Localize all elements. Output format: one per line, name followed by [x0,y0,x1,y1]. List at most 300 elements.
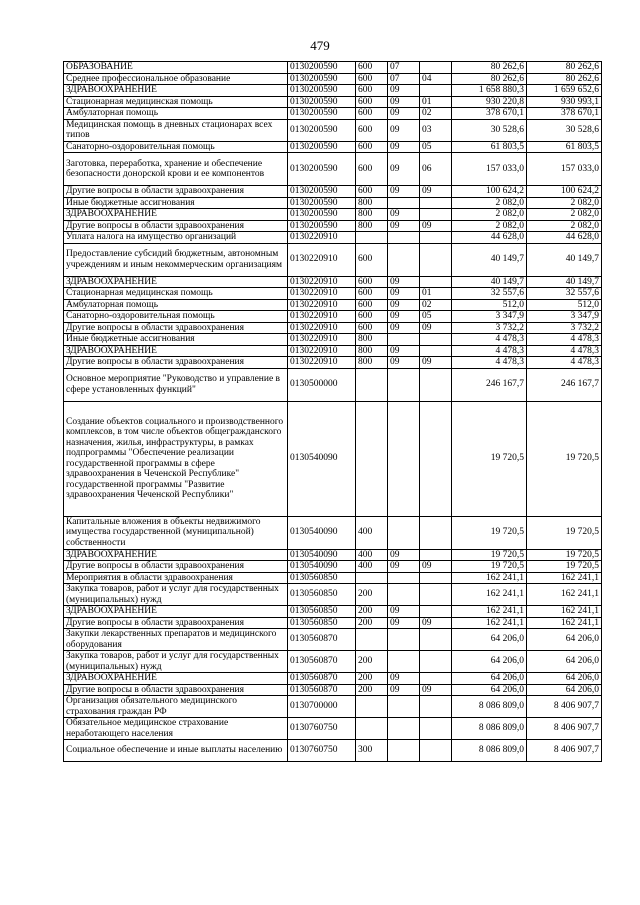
row-amount-year1: 40 149,7 [452,276,527,288]
row-section [388,401,420,516]
row-code: 0130560850 [288,584,356,606]
row-expense-type: 600 [356,322,388,334]
row-subsection [420,606,452,618]
row-name: ЗДРАВООХРАНЕНИЕ [64,549,288,561]
table-row [64,368,602,401]
row-section: 09 [388,220,420,232]
row-section: 09 [388,299,420,311]
row-expense-type: 600 [356,311,388,323]
row-expense-type: 800 [356,220,388,232]
row-code: 0130700000 [288,696,356,718]
row-code: 0130200590 [288,197,356,209]
row-name: ЗДРАВООХРАНЕНИЕ [64,209,288,221]
table-row [64,153,602,186]
row-name: Организация обязательного медицинского страхования граждан РФ [64,696,288,718]
row-expense-type: 400 [356,549,388,561]
table-row [64,288,602,300]
row-subsection [420,401,452,516]
row-subsection [420,232,452,244]
row-expense-type [356,572,388,584]
table-row [64,357,602,369]
row-code: 0130540090 [288,516,356,549]
row-amount-year2: 157 033,0 [527,153,602,186]
row-amount-year2: 61 803,5 [527,141,602,153]
row-section [388,584,420,606]
row-expense-type: 200 [356,651,388,673]
row-amount-year1: 3 347,9 [452,311,527,323]
row-expense-type: 800 [356,197,388,209]
row-name: Создание объектов социального и производственного комплексов, в том числе объектов общегражданского назначения, жилья, инфраструктуры, в рамках подпрограммы "Обеспечение реализации государственной программы в сфере здравоохранения в Чеченской Республике" государственной программы "Развитие здравоохранения Чеченской Республики" [64,401,288,516]
table-row [64,197,602,209]
row-amount-year1: 80 262,6 [452,62,527,74]
row-amount-year2: 44 628,0 [527,232,602,244]
row-amount-year1: 162 241,1 [452,584,527,606]
row-code: 0130200590 [288,220,356,232]
row-code: 0130540090 [288,401,356,516]
row-code: 0130220910 [288,345,356,357]
row-code: 0130200590 [288,85,356,97]
row-subsection [420,243,452,276]
row-amount-year2: 80 262,6 [527,73,602,85]
row-expense-type [356,232,388,244]
row-amount-year1: 19 720,5 [452,561,527,573]
row-amount-year1: 19 720,5 [452,516,527,549]
row-code: 0130560850 [288,606,356,618]
row-amount-year1: 64 206,0 [452,651,527,673]
row-code: 0130200590 [288,153,356,186]
row-subsection: 09 [420,684,452,696]
row-subsection: 03 [420,119,452,141]
row-amount-year2: 2 082,0 [527,209,602,221]
row-section: 09 [388,108,420,120]
row-amount-year1: 8 086 809,0 [452,718,527,740]
table-row [64,401,602,516]
row-subsection [420,209,452,221]
row-amount-year1: 4 478,3 [452,334,527,346]
row-amount-year1: 930 220,8 [452,96,527,108]
row-amount-year1: 1 658 880,3 [452,85,527,97]
row-amount-year1: 64 206,0 [452,684,527,696]
row-name: ЗДРАВООХРАНЕНИЕ [64,85,288,97]
row-name: ЗДРАВООХРАНЕНИЕ [64,673,288,685]
row-subsection [420,85,452,97]
row-amount-year2: 19 720,5 [527,401,602,516]
row-expense-type: 200 [356,606,388,618]
row-section: 09 [388,311,420,323]
row-expense-type: 200 [356,617,388,629]
row-section: 09 [388,276,420,288]
table-row [64,345,602,357]
row-amount-year1: 378 670,1 [452,108,527,120]
row-expense-type: 800 [356,334,388,346]
row-code: 0130200590 [288,62,356,74]
row-amount-year1: 100 624,2 [452,186,527,198]
row-subsection [420,740,452,762]
row-section [388,197,420,209]
row-amount-year2: 4 478,3 [527,334,602,346]
row-name: Санаторно-оздоровительная помощь [64,141,288,153]
row-name: Стационарная медицинская помощь [64,288,288,300]
row-section: 09 [388,96,420,108]
row-amount-year1: 19 720,5 [452,549,527,561]
row-amount-year2: 32 557,6 [527,288,602,300]
table-row [64,334,602,346]
row-code: 0130560850 [288,572,356,584]
table-row [64,673,602,685]
row-subsection: 09 [420,186,452,198]
row-amount-year1: 162 241,1 [452,617,527,629]
row-expense-type [356,696,388,718]
row-code: 0130220910 [288,232,356,244]
row-name: Социальное обеспечение и иные выплаты населению [64,740,288,762]
table-row [64,311,602,323]
row-expense-type: 800 [356,357,388,369]
row-name: Стационарная медицинская помощь [64,96,288,108]
row-section: 09 [388,561,420,573]
row-amount-year1: 44 628,0 [452,232,527,244]
row-code: 0130540090 [288,549,356,561]
row-subsection: 01 [420,96,452,108]
row-subsection [420,334,452,346]
row-name: Закупка товаров, работ и услуг для государственных (муниципальных) нужд [64,651,288,673]
row-subsection: 09 [420,561,452,573]
row-section [388,232,420,244]
row-expense-type [356,629,388,651]
row-amount-year1: 40 149,7 [452,243,527,276]
row-subsection [420,549,452,561]
row-amount-year2: 8 406 907,7 [527,696,602,718]
row-name: Основное мероприятие "Руководство и управление в сфере установленных функций" [64,368,288,401]
row-section: 09 [388,141,420,153]
row-amount-year1: 32 557,6 [452,288,527,300]
row-subsection [420,651,452,673]
row-subsection [420,572,452,584]
row-section: 09 [388,322,420,334]
row-code: 0130220910 [288,334,356,346]
row-code: 0130220910 [288,243,356,276]
row-amount-year2: 246 167,7 [527,368,602,401]
table-row [64,232,602,244]
table-row [64,119,602,141]
row-section: 09 [388,684,420,696]
row-section: 09 [388,119,420,141]
row-code: 0130200590 [288,96,356,108]
row-amount-year1: 30 528,6 [452,119,527,141]
row-amount-year2: 64 206,0 [527,651,602,673]
row-expense-type [356,718,388,740]
table-row [64,220,602,232]
row-amount-year1: 2 082,0 [452,220,527,232]
row-subsection [420,345,452,357]
row-name: Другие вопросы в области здравоохранения [64,186,288,198]
row-name: Иные бюджетные ассигнования [64,197,288,209]
row-name: Уплата налога на имущество организаций [64,232,288,244]
row-name: ЗДРАВООХРАНЕНИЕ [64,276,288,288]
row-code: 0130560850 [288,617,356,629]
row-name: Капитальные вложения в объекты недвижимого имущества государственной (муниципальной) собственности [64,516,288,549]
row-amount-year2: 8 406 907,7 [527,740,602,762]
row-amount-year2: 930 993,1 [527,96,602,108]
table-row [64,740,602,762]
row-amount-year2: 378 670,1 [527,108,602,120]
row-expense-type: 600 [356,62,388,74]
row-section: 09 [388,85,420,97]
row-subsection [420,584,452,606]
row-subsection [420,197,452,209]
row-amount-year1: 246 167,7 [452,368,527,401]
row-subsection: 09 [420,322,452,334]
row-amount-year2: 512,0 [527,299,602,311]
row-name: Другие вопросы в области здравоохранения [64,322,288,334]
table-row [64,561,602,573]
table-row [64,718,602,740]
row-section: 09 [388,606,420,618]
row-code: 0130200590 [288,73,356,85]
row-subsection: 02 [420,299,452,311]
row-expense-type [356,401,388,516]
row-expense-type: 600 [356,108,388,120]
row-expense-type: 600 [356,288,388,300]
row-amount-year2: 4 478,3 [527,345,602,357]
row-section: 09 [388,288,420,300]
row-expense-type: 600 [356,141,388,153]
row-expense-type: 600 [356,96,388,108]
row-expense-type: 600 [356,73,388,85]
row-expense-type: 600 [356,153,388,186]
row-name: Заготовка, переработка, хранение и обеспечение безопасности донорской крови и ее компонентов [64,153,288,186]
row-section: 09 [388,549,420,561]
row-code: 0130760750 [288,740,356,762]
row-amount-year1: 512,0 [452,299,527,311]
row-name: Другие вопросы в области здравоохранения [64,617,288,629]
row-amount-year2: 2 082,0 [527,220,602,232]
table-row [64,96,602,108]
row-expense-type: 200 [356,584,388,606]
row-expense-type: 800 [356,345,388,357]
row-expense-type: 600 [356,276,388,288]
row-amount-year2: 80 262,6 [527,62,602,74]
row-subsection: 01 [420,288,452,300]
row-amount-year1: 4 478,3 [452,357,527,369]
row-amount-year1: 3 732,2 [452,322,527,334]
row-amount-year2: 19 720,5 [527,561,602,573]
row-code: 0130200590 [288,141,356,153]
row-amount-year2: 162 241,1 [527,584,602,606]
table-row [64,299,602,311]
table-row [64,629,602,651]
row-amount-year2: 162 241,1 [527,572,602,584]
row-section [388,243,420,276]
row-amount-year2: 162 241,1 [527,606,602,618]
row-name: ЗДРАВООХРАНЕНИЕ [64,345,288,357]
row-amount-year1: 80 262,6 [452,73,527,85]
row-code: 0130220910 [288,357,356,369]
row-name: Закупки лекарственных препаратов и медицинского оборудования [64,629,288,651]
row-name: Закупка товаров, работ и услуг для государственных (муниципальных) нужд [64,584,288,606]
table-row [64,108,602,120]
row-subsection: 05 [420,311,452,323]
row-name: Другие вопросы в области здравоохранения [64,357,288,369]
row-name: Амбулаторная помощь [64,299,288,311]
row-amount-year2: 162 241,1 [527,617,602,629]
row-code: 0130220910 [288,322,356,334]
row-code: 0130540090 [288,561,356,573]
row-section: 09 [388,209,420,221]
row-subsection: 09 [420,220,452,232]
row-amount-year2: 2 082,0 [527,197,602,209]
row-amount-year2: 19 720,5 [527,549,602,561]
row-code: 0130220910 [288,311,356,323]
row-amount-year1: 8 086 809,0 [452,696,527,718]
row-code: 0130200590 [288,108,356,120]
page-number: 479 [310,38,330,53]
row-expense-type: 600 [356,299,388,311]
row-amount-year1: 64 206,0 [452,629,527,651]
row-amount-year1: 157 033,0 [452,153,527,186]
row-expense-type: 200 [356,684,388,696]
table-row [64,209,602,221]
row-amount-year2: 3 732,2 [527,322,602,334]
row-amount-year1: 64 206,0 [452,673,527,685]
table-row [64,62,602,74]
table-row [64,696,602,718]
row-section: 09 [388,357,420,369]
row-name: Другие вопросы в области здравоохранения [64,220,288,232]
row-subsection [420,368,452,401]
row-amount-year2: 64 206,0 [527,629,602,651]
row-code: 0130560870 [288,651,356,673]
row-subsection [420,62,452,74]
row-subsection: 02 [420,108,452,120]
row-name: Мероприятия в области здравоохранения [64,572,288,584]
row-code: 0130760750 [288,718,356,740]
row-name: ОБРАЗОВАНИЕ [64,62,288,74]
row-name: Иные бюджетные ассигнования [64,334,288,346]
row-section: 09 [388,673,420,685]
row-subsection [420,629,452,651]
row-expense-type: 600 [356,186,388,198]
row-expense-type: 600 [356,85,388,97]
table-row [64,584,602,606]
table-row [64,141,602,153]
row-amount-year2: 100 624,2 [527,186,602,198]
row-amount-year1: 61 803,5 [452,141,527,153]
table-row [64,572,602,584]
row-name: Среднее профессиональное образование [64,73,288,85]
row-subsection: 09 [420,357,452,369]
row-expense-type: 800 [356,209,388,221]
row-amount-year1: 4 478,3 [452,345,527,357]
row-amount-year2: 64 206,0 [527,684,602,696]
row-expense-type: 600 [356,119,388,141]
row-code: 0130200590 [288,119,356,141]
row-section [388,572,420,584]
row-amount-year1: 19 720,5 [452,401,527,516]
row-name: Другие вопросы в области здравоохранения [64,684,288,696]
row-expense-type [356,368,388,401]
row-code: 0130560870 [288,629,356,651]
row-code: 0130500000 [288,368,356,401]
row-expense-type: 600 [356,243,388,276]
row-amount-year2: 30 528,6 [527,119,602,141]
row-subsection: 09 [420,617,452,629]
row-subsection [420,718,452,740]
row-amount-year2: 1 659 652,6 [527,85,602,97]
row-section [388,629,420,651]
row-subsection [420,673,452,685]
row-name: ЗДРАВООХРАНЕНИЕ [64,606,288,618]
row-amount-year2: 40 149,7 [527,276,602,288]
row-amount-year1: 2 082,0 [452,197,527,209]
row-subsection [420,516,452,549]
row-section: 09 [388,617,420,629]
table-row [64,243,602,276]
row-section [388,740,420,762]
row-code: 0130560870 [288,673,356,685]
row-code: 0130200590 [288,186,356,198]
row-subsection: 06 [420,153,452,186]
table-row [64,85,602,97]
row-amount-year2: 40 149,7 [527,243,602,276]
row-expense-type: 400 [356,561,388,573]
row-amount-year2: 64 206,0 [527,673,602,685]
row-subsection: 04 [420,73,452,85]
row-amount-year1: 2 082,0 [452,209,527,221]
table-row [64,73,602,85]
row-name: Другие вопросы в области здравоохранения [64,561,288,573]
table-row [64,549,602,561]
row-subsection: 05 [420,141,452,153]
row-section: 09 [388,345,420,357]
row-name: Амбулаторная помощь [64,108,288,120]
row-name: Предоставление субсидий бюджетным, автономным учреждениям и иным некоммерческим организациям [64,243,288,276]
row-name: Обязательное медицинское страхование неработающего населения [64,718,288,740]
row-section [388,368,420,401]
table-row [64,684,602,696]
row-section [388,651,420,673]
table-row [64,186,602,198]
row-amount-year2: 3 347,9 [527,311,602,323]
row-code: 0130560870 [288,684,356,696]
table-row [64,606,602,618]
row-code: 0130220910 [288,288,356,300]
row-amount-year2: 4 478,3 [527,357,602,369]
row-amount-year1: 162 241,1 [452,572,527,584]
budget-table-body [64,62,602,762]
row-section [388,516,420,549]
row-amount-year1: 8 086 809,0 [452,740,527,762]
row-section [388,718,420,740]
row-code: 0130200590 [288,209,356,221]
row-section: 09 [388,186,420,198]
row-section: 07 [388,62,420,74]
row-subsection [420,696,452,718]
row-section [388,334,420,346]
row-amount-year2: 8 406 907,7 [527,718,602,740]
row-amount-year2: 19 720,5 [527,516,602,549]
table-row [64,276,602,288]
table-row [64,651,602,673]
table-row [64,516,602,549]
row-code: 0130220910 [288,276,356,288]
row-expense-type: 200 [356,673,388,685]
row-expense-type: 400 [356,516,388,549]
row-section: 07 [388,73,420,85]
row-expense-type: 300 [356,740,388,762]
row-name: Санаторно-оздоровительная помощь [64,311,288,323]
row-section [388,696,420,718]
row-section: 09 [388,153,420,186]
